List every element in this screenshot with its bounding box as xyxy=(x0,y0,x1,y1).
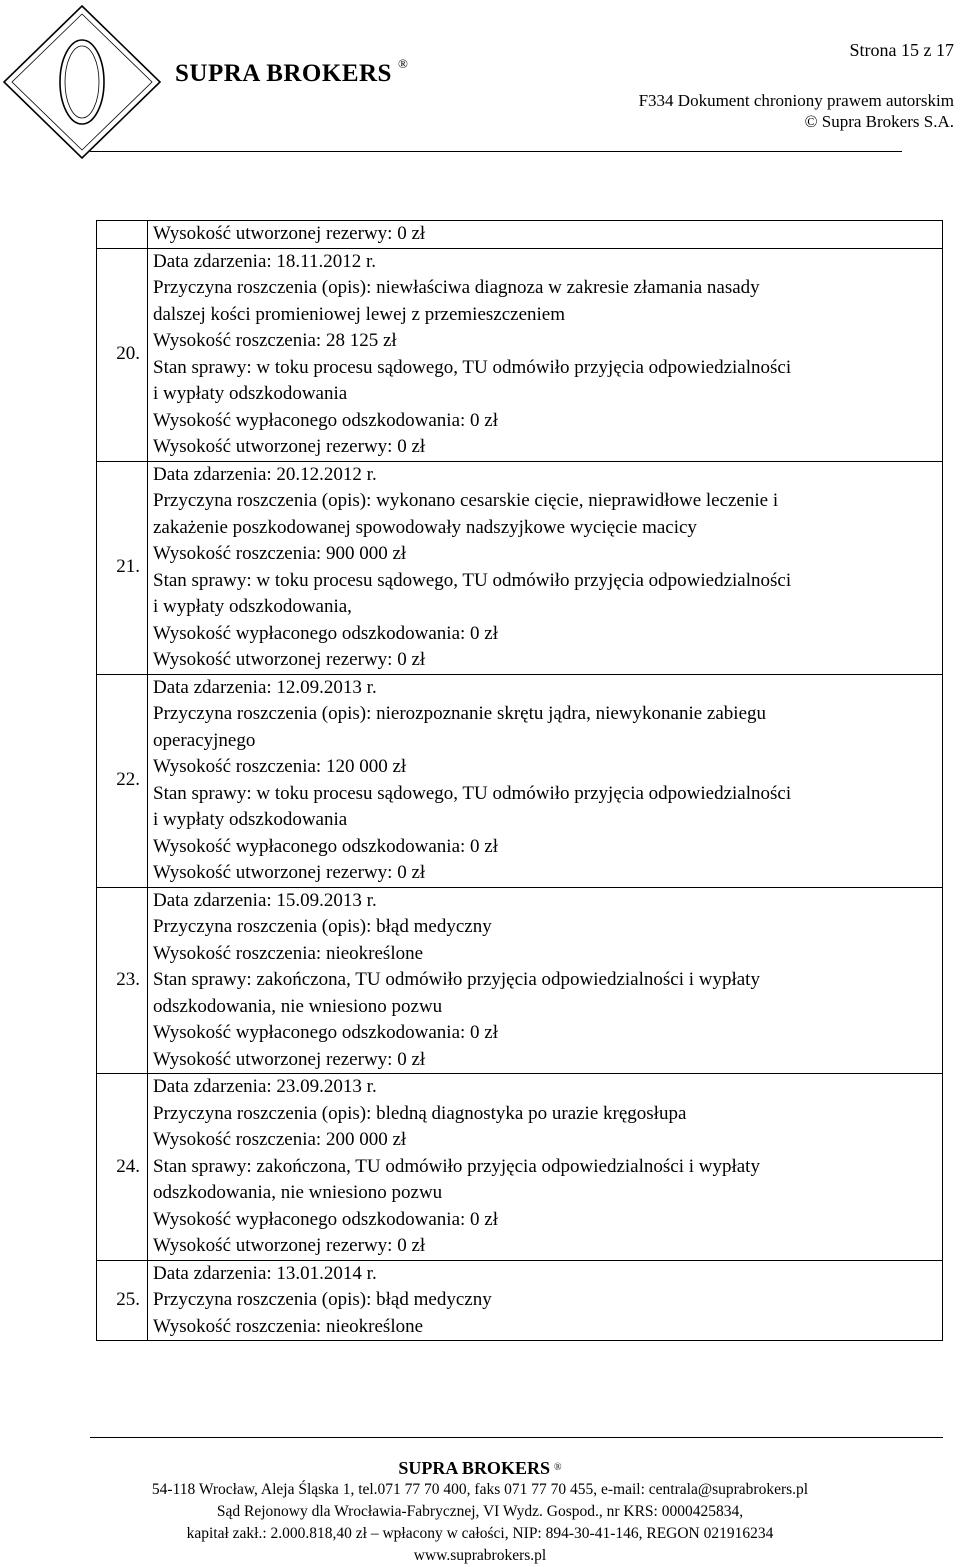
claim-row xyxy=(97,1074,943,1261)
claim-detail-line: Data zdarzenia: 13.01.2014 r. xyxy=(153,1262,377,1284)
claim-detail-line: i wypłaty odszkodowania xyxy=(153,809,348,830)
claim-detail-line: Przyczyna roszczenia (opis): nierozpoznanie skrętu jądra, niewykonanie zabiegu xyxy=(153,703,767,724)
claim-number: 23. xyxy=(97,887,148,1074)
claim-row xyxy=(97,1260,943,1341)
claim-detail-line: Wysokość wypłaconego odszkodowania: 0 zł xyxy=(153,409,498,431)
claim-details xyxy=(148,221,943,249)
claim-row xyxy=(97,221,943,249)
footer-address: 54-118 Wrocław, Aleja Śląska 1, tel.071 77 70 400, faks 071 77 70 455, e-mail: centrala@suprabrokers.pl xyxy=(151,1481,809,1498)
claim-detail-line: Stan sprawy: zakończona, TU odmówiło przyjęcia odpowiedzialności i wypłaty xyxy=(153,1155,760,1177)
claim-detail-line: Data zdarzenia: 18.11.2012 r. xyxy=(153,250,376,272)
claim-details xyxy=(148,461,943,674)
claim-details xyxy=(148,674,943,887)
claim-detail-line: Wysokość roszczenia: 900 000 zł xyxy=(153,543,407,564)
claim-number: 21. xyxy=(97,461,148,674)
claim-number: 20. xyxy=(97,248,148,461)
claim-detail-line: Wysokość utworzonej rezerwy: 0 zł xyxy=(153,862,426,883)
claim-detail-line: Wysokość roszczenia: nieokreślone xyxy=(153,1315,424,1337)
claim-detail-line: odszkodowania, nie wniesiono pozwu xyxy=(153,995,443,1017)
claim-detail-line: Stan sprawy: w toku procesu sądowego, TU odmówiło przyjęcia odpowiedzialności xyxy=(153,356,792,378)
claim-detail-line: Data zdarzenia: 12.09.2013 r. xyxy=(153,676,377,698)
claim-detail-line: Stan sprawy: zakończona, TU odmówiło przyjęcia odpowiedzialności i wypłaty xyxy=(153,969,760,990)
copyright-line-1: F334 Dokument chroniony prawem autorskim xyxy=(638,91,954,110)
claim-detail-line: i wypłaty odszkodowania, xyxy=(153,596,352,617)
claim-details xyxy=(148,1074,943,1261)
claim-detail-line: Wysokość roszczenia: 28 125 zł xyxy=(153,330,397,351)
claim-number: 24. xyxy=(97,1074,148,1261)
claim-number: 22. xyxy=(97,674,148,887)
claim-detail-line: Wysokość roszczenia: 200 000 zł xyxy=(153,1129,407,1150)
claim-detail-line: zakażenie poszkodowanej spowodowały nadszyjkowe wycięcie macicy xyxy=(153,516,697,538)
claim-detail-line: Wysokość wypłaconego odszkodowania: 0 zł xyxy=(153,835,498,857)
claim-detail-line: i wypłaty odszkodowania xyxy=(153,383,348,404)
claim-detail-line: Data zdarzenia: 23.09.2013 r. xyxy=(153,1076,377,1097)
claim-number: 25. xyxy=(97,1260,148,1341)
supra-brokers-logo xyxy=(0,0,170,165)
claim-detail-line: operacyjnego xyxy=(153,729,256,751)
claim-detail-line: Przyczyna roszczenia (opis): wykonano cesarskie cięcie, nieprawidłowe leczenie i xyxy=(153,490,779,511)
claim-detail-line: Wysokość wypłaconego odszkodowania: 0 zł xyxy=(153,622,498,644)
footer-website: www.suprabrokers.pl xyxy=(413,1547,547,1564)
claim-detail-line: Wysokość roszczenia: 120 000 zł xyxy=(153,756,407,777)
claim-detail-line: Przyczyna roszczenia (opis): bledną diagnostyka po urazie kręgosłupa xyxy=(153,1102,687,1124)
claim-detail-line: Wysokość utworzonej rezerwy: 0 zł xyxy=(153,436,426,457)
claim-detail-line: Data zdarzenia: 20.12.2012 r. xyxy=(153,463,377,485)
claim-details xyxy=(148,887,943,1074)
claims-table xyxy=(96,220,943,1341)
claim-detail-line: Przyczyna roszczenia (opis): błąd medyczny xyxy=(153,916,492,937)
claim-detail-line: dalszej kości promieniowej lewej z przemieszczeniem xyxy=(153,303,566,325)
claim-row xyxy=(97,461,943,674)
claim-detail-line: odszkodowania, nie wniesiono pozwu xyxy=(153,1182,443,1203)
footer xyxy=(0,1457,960,1567)
footer-capital-tax-ids: kapitał zakł.: 2.000.818,40 zł – wpłacony w całości, NIP: 894-30-41-146, REGON 021916234 xyxy=(186,1525,774,1542)
footer-brand: SUPRA BROKERS ® xyxy=(398,1458,562,1478)
footer-divider xyxy=(90,1437,943,1438)
claim-detail-line: Wysokość wypłaconego odszkodowania: 0 zł xyxy=(153,1022,498,1043)
claim-number xyxy=(97,221,148,249)
claim-row xyxy=(97,887,943,1074)
copyright-note xyxy=(639,90,954,132)
claim-detail-line: Stan sprawy: w toku procesu sądowego, TU odmówiło przyjęcia odpowiedzialności xyxy=(153,782,792,804)
claim-row xyxy=(97,674,943,887)
claim-details xyxy=(148,248,943,461)
claim-detail-line: Przyczyna roszczenia (opis): błąd medyczny xyxy=(153,1289,492,1310)
copyright-line-2: © Supra Brokers S.A. xyxy=(804,112,954,131)
claim-detail-line: Wysokość utworzonej rezerwy: 0 zł xyxy=(153,1235,426,1256)
brand-title: SUPRA BROKERS ® xyxy=(175,56,409,87)
claim-detail-line: Wysokość wypłaconego odszkodowania: 0 zł xyxy=(153,1208,498,1230)
page-number: Strona 15 z 17 xyxy=(849,40,954,60)
header-divider xyxy=(90,151,902,152)
claim-detail-line: Wysokość utworzonej rezerwy: 0 zł xyxy=(153,1048,426,1070)
claim-detail-line: Data zdarzenia: 15.09.2013 r. xyxy=(153,889,377,911)
claim-detail-line: Wysokość roszczenia: nieokreślone xyxy=(153,942,424,964)
claim-detail-line: Wysokość utworzonej rezerwy: 0 zł xyxy=(153,223,426,244)
claim-detail-line: Stan sprawy: w toku procesu sądowego, TU odmówiło przyjęcia odpowiedzialności xyxy=(153,569,792,591)
claim-detail-line: Przyczyna roszczenia (opis): niewłaściwa diagnoza w zakresie złamania nasady xyxy=(153,277,760,298)
claim-detail-line: Wysokość utworzonej rezerwy: 0 zł xyxy=(153,649,426,670)
footer-court-registration: Sąd Rejonowy dla Wrocławia-Fabrycznej, VI Wydz. Gospod., nr KRS: 0000425834, xyxy=(216,1503,744,1520)
claim-row xyxy=(97,248,943,461)
claim-details xyxy=(148,1260,943,1341)
